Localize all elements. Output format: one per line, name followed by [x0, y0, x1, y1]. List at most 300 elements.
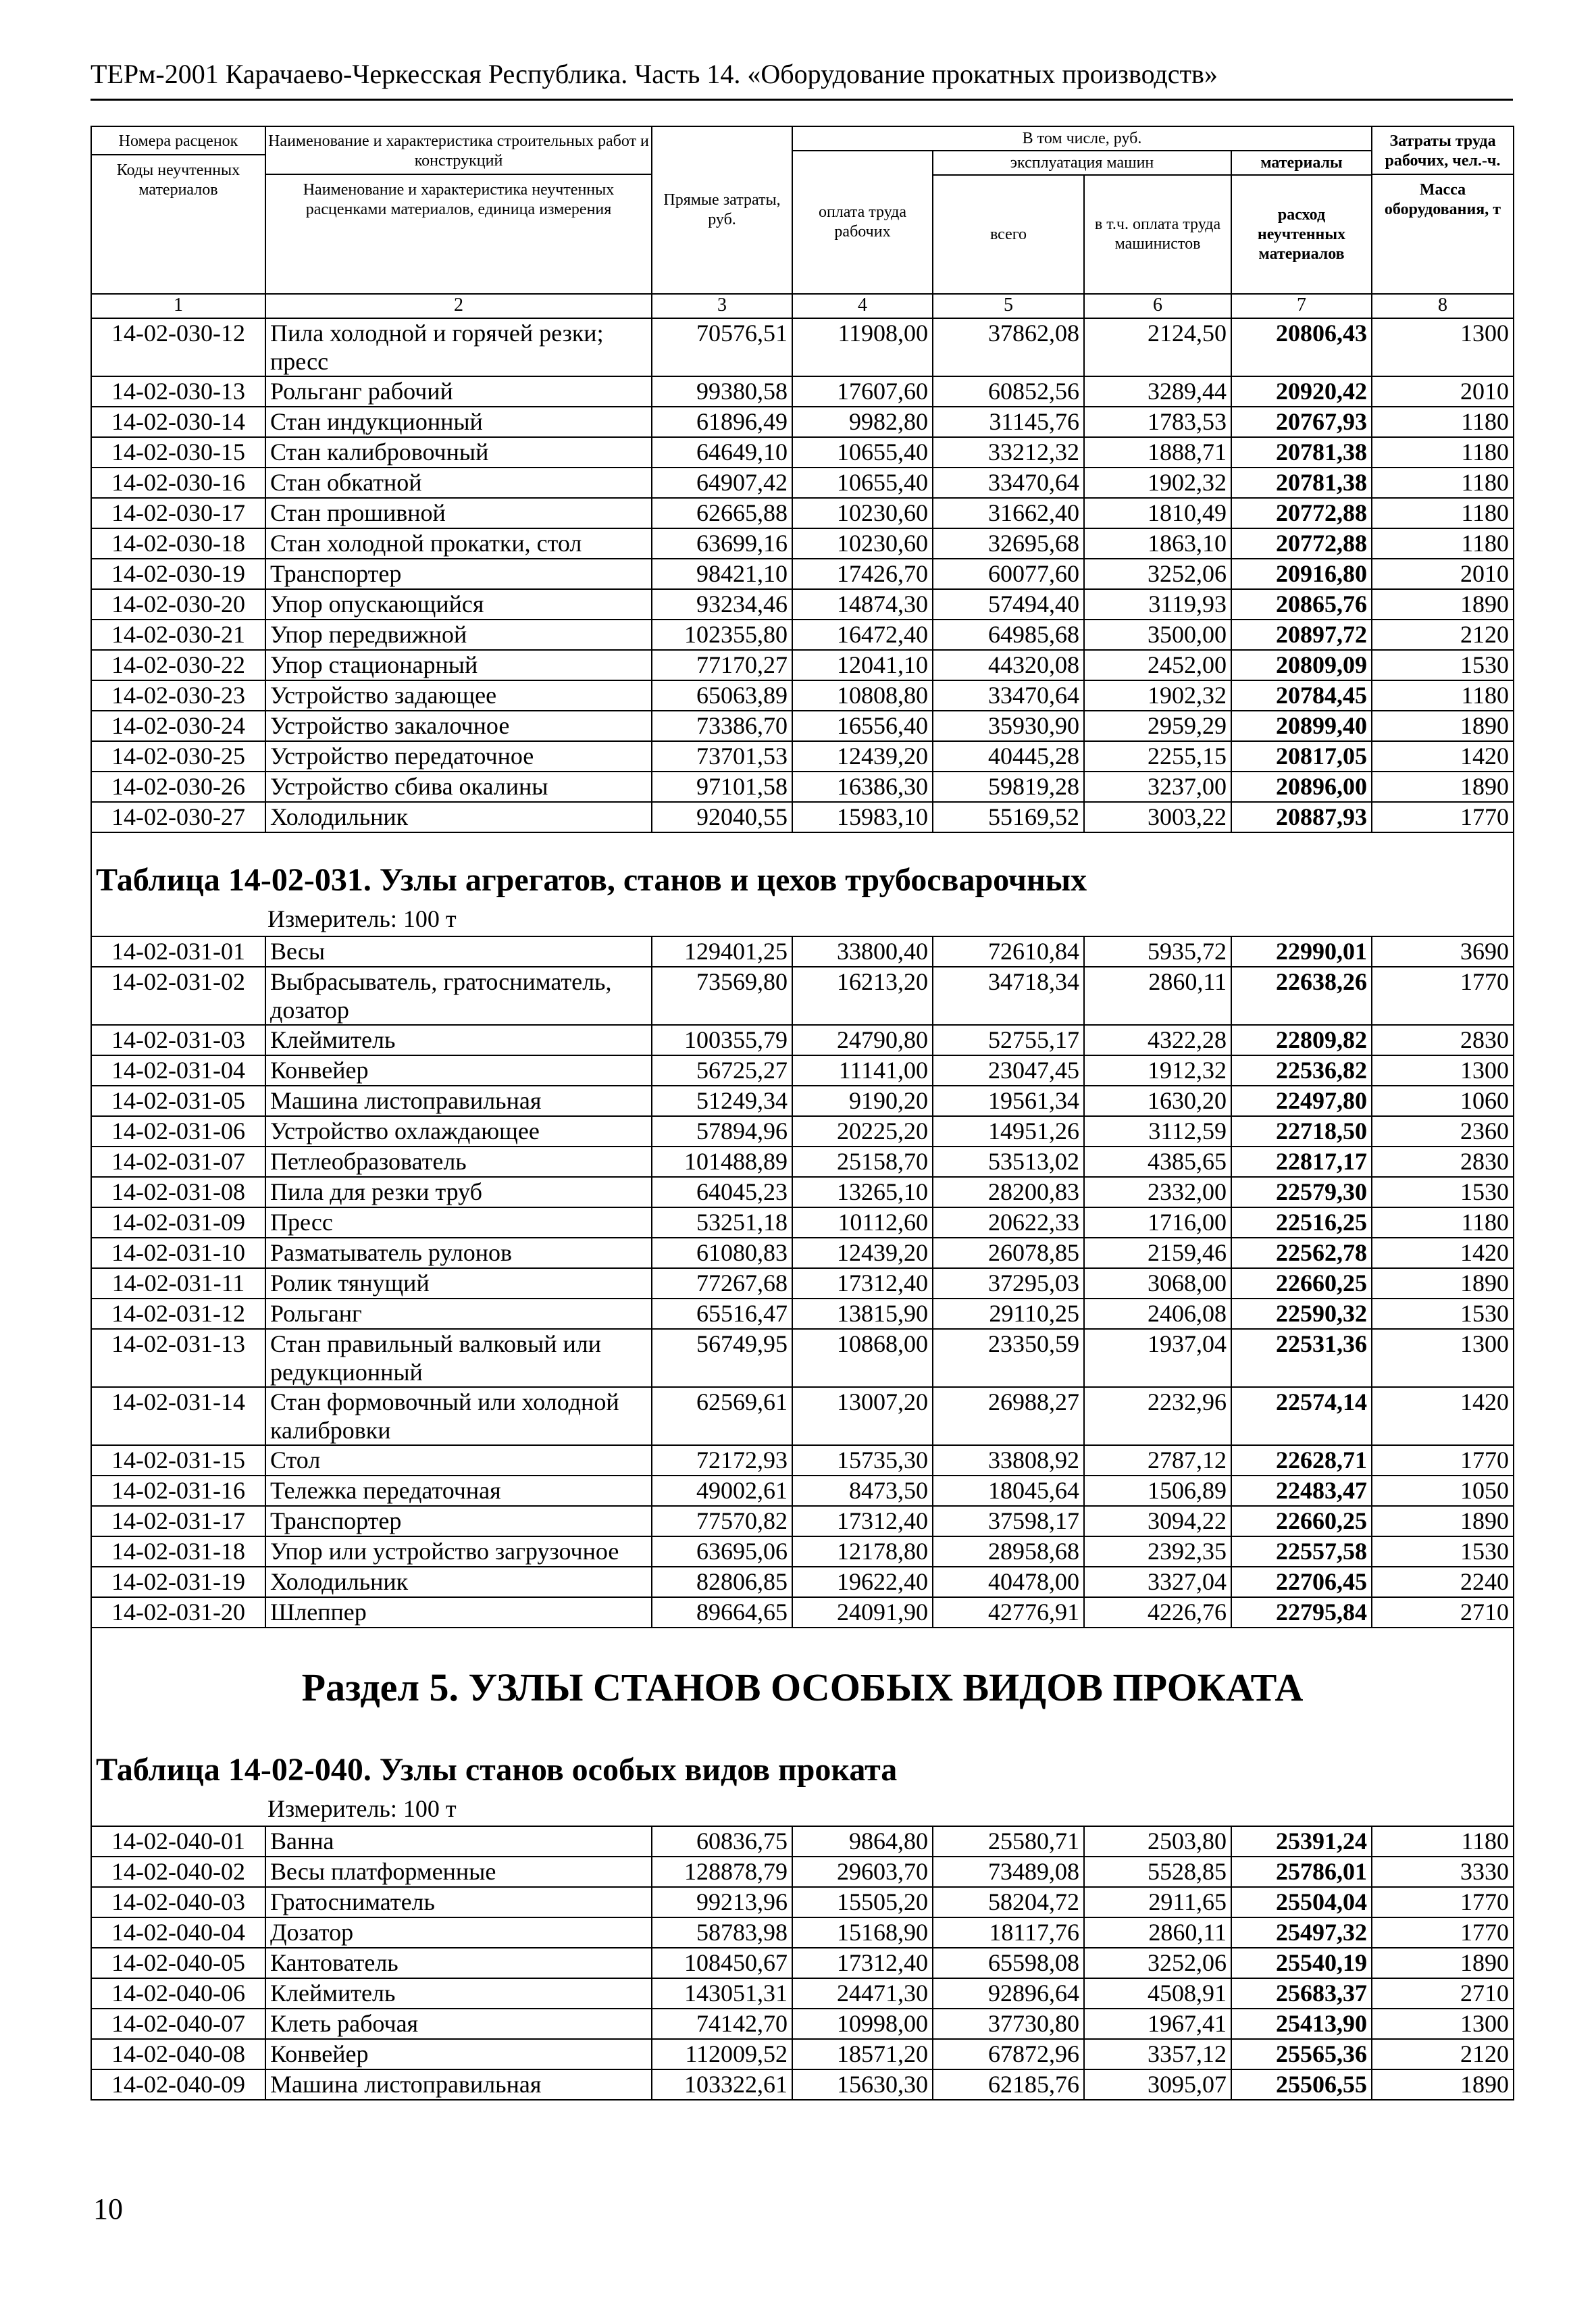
- cell-labor: 12178,80: [792, 1536, 933, 1567]
- cell-machines: 23047,45: [933, 1055, 1084, 1086]
- cell-code: 14-02-040-07: [91, 2009, 265, 2039]
- cell-operators: 2124,50: [1084, 318, 1231, 376]
- cell-name: Устройство передаточное: [265, 741, 652, 772]
- cell-labor: 15505,20: [792, 1887, 933, 1917]
- table-spacer-row: [91, 832, 1514, 857]
- cell-mass: 1300: [1372, 1055, 1514, 1086]
- cell-code: 14-02-031-12: [91, 1299, 265, 1329]
- cell-machines: 64985,68: [933, 620, 1084, 650]
- table-row: [91, 1207, 1514, 1238]
- cell-mass: 1180: [1372, 468, 1514, 498]
- cell-operators: 2232,96: [1084, 1387, 1231, 1445]
- cell-materials: 22628,71: [1231, 1445, 1372, 1476]
- cell-materials: 20772,88: [1231, 498, 1372, 528]
- cell-labor: 16472,40: [792, 620, 933, 650]
- cell-labor: 16213,20: [792, 967, 933, 1025]
- cell-direct: 72172,93: [652, 1445, 792, 1476]
- cell-labor: 25158,70: [792, 1147, 933, 1177]
- cell-operators: 3252,06: [1084, 1948, 1231, 1978]
- cell-labor: 15983,10: [792, 802, 933, 832]
- table-row: [91, 1978, 1514, 2009]
- table-row: [91, 1268, 1514, 1299]
- cell-mass: 1180: [1372, 1207, 1514, 1238]
- cell-materials: 20772,88: [1231, 528, 1372, 559]
- table-row: [91, 318, 1514, 376]
- cell-name: Дозатор: [265, 1917, 652, 1948]
- cell-code: 14-02-030-27: [91, 802, 265, 832]
- cell-direct: 77570,82: [652, 1506, 792, 1536]
- cell-materials: 20806,43: [1231, 318, 1372, 376]
- table-031-title: Таблица 14-02-031. Узлы агрегатов, станов и цехов трубосварочных: [91, 857, 1514, 905]
- cell-machines: 37598,17: [933, 1506, 1084, 1536]
- cell-direct: 101488,89: [652, 1147, 792, 1177]
- cell-machines: 33212,32: [933, 437, 1084, 468]
- cell-name: Выбрасыватель, гратосниматель, дозатор: [265, 967, 652, 1025]
- cell-operators: 1863,10: [1084, 528, 1231, 559]
- cell-labor: 18571,20: [792, 2039, 933, 2069]
- table-040-title-row: [91, 1747, 1514, 1794]
- cell-operators: 1902,32: [1084, 680, 1231, 711]
- cell-machines: 31145,76: [933, 407, 1084, 437]
- table-row: [91, 1086, 1514, 1116]
- cell-code: 14-02-031-16: [91, 1476, 265, 1506]
- cell-mass: 2710: [1372, 1597, 1514, 1628]
- table-row: [91, 1445, 1514, 1476]
- cell-direct: 51249,34: [652, 1086, 792, 1116]
- table-row: [91, 1299, 1514, 1329]
- cell-name: Клеймитель: [265, 1025, 652, 1055]
- cell-code: 14-02-040-04: [91, 1917, 265, 1948]
- cell-materials: 20865,76: [1231, 589, 1372, 620]
- cell-name: Клеть рабочая: [265, 2009, 652, 2039]
- column-number: 8: [1372, 294, 1514, 318]
- cell-mass: 1050: [1372, 1476, 1514, 1506]
- table-row: [91, 1826, 1514, 1857]
- cell-materials: 20896,00: [1231, 772, 1372, 802]
- cell-name: Клеймитель: [265, 1978, 652, 2009]
- cell-code: 14-02-031-14: [91, 1387, 265, 1445]
- cell-labor: 10868,00: [792, 1329, 933, 1387]
- cell-name: Пресс: [265, 1207, 652, 1238]
- cell-operators: 1937,04: [1084, 1329, 1231, 1387]
- cell-direct: 63699,16: [652, 528, 792, 559]
- cell-mass: 2120: [1372, 2039, 1514, 2069]
- cell-labor: 15630,30: [792, 2069, 933, 2100]
- table-031-measure-row: [91, 905, 1514, 936]
- cell-machines: 73489,08: [933, 1857, 1084, 1887]
- cell-direct: 65063,89: [652, 680, 792, 711]
- table-row: [91, 2009, 1514, 2039]
- table-row: [91, 1506, 1514, 1536]
- cell-labor: 10230,60: [792, 498, 933, 528]
- table-row: [91, 936, 1514, 967]
- cell-materials: 25497,32: [1231, 1917, 1372, 1948]
- cell-operators: 1716,00: [1084, 1207, 1231, 1238]
- cell-name: Тележка передаточная: [265, 1476, 652, 1506]
- cell-labor: 13007,20: [792, 1387, 933, 1445]
- cell-name: Гратосниматель: [265, 1887, 652, 1917]
- cell-labor: 10808,80: [792, 680, 933, 711]
- table-031-measure: Измеритель: 100 т: [91, 905, 1514, 936]
- cell-labor: 12439,20: [792, 741, 933, 772]
- cell-materials: 22557,58: [1231, 1536, 1372, 1567]
- cell-name: Конвейер: [265, 2039, 652, 2069]
- cell-name: Пила для резки труб: [265, 1177, 652, 1207]
- cell-materials: 25413,90: [1231, 2009, 1372, 2039]
- cell-operators: 4226,76: [1084, 1597, 1231, 1628]
- table-row: [91, 376, 1514, 407]
- cell-code: 14-02-040-08: [91, 2039, 265, 2069]
- cell-direct: 82806,85: [652, 1567, 792, 1597]
- cell-machines: 25580,71: [933, 1826, 1084, 1857]
- cell-materials: 22660,25: [1231, 1506, 1372, 1536]
- table-row: [91, 1948, 1514, 1978]
- table-row: [91, 1887, 1514, 1917]
- cell-materials: 22817,17: [1231, 1147, 1372, 1177]
- cell-direct: 57894,96: [652, 1116, 792, 1147]
- cell-machines: 34718,34: [933, 967, 1084, 1025]
- cell-labor: 16556,40: [792, 711, 933, 741]
- table-row: [91, 1147, 1514, 1177]
- cell-labor: 24091,90: [792, 1597, 933, 1628]
- cell-code: 14-02-031-13: [91, 1329, 265, 1387]
- cell-mass: 2830: [1372, 1147, 1514, 1177]
- cell-direct: 64045,23: [652, 1177, 792, 1207]
- cell-code: 14-02-030-24: [91, 711, 265, 741]
- cell-direct: 73569,80: [652, 967, 792, 1025]
- cell-mass: 1890: [1372, 711, 1514, 741]
- cell-machines: 23350,59: [933, 1329, 1084, 1387]
- cell-machines: 72610,84: [933, 936, 1084, 967]
- cell-labor: 9864,80: [792, 1826, 933, 1857]
- cell-code: 14-02-030-18: [91, 528, 265, 559]
- cell-materials: 20781,38: [1231, 468, 1372, 498]
- cell-materials: 25506,55: [1231, 2069, 1372, 2100]
- cell-labor: 11141,00: [792, 1055, 933, 1086]
- cell-code: 14-02-031-05: [91, 1086, 265, 1116]
- section-title: Раздел 5. УЗЛЫ СТАНОВ ОСОБЫХ ВИДОВ ПРОКАТА: [91, 1628, 1514, 1747]
- cell-mass: 1180: [1372, 437, 1514, 468]
- cell-labor: 17312,40: [792, 1948, 933, 1978]
- cell-name: Стан прошивной: [265, 498, 652, 528]
- cell-direct: 77267,68: [652, 1268, 792, 1299]
- cell-operators: 1888,71: [1084, 437, 1231, 468]
- cell-direct: 100355,79: [652, 1025, 792, 1055]
- column-number: 6: [1084, 294, 1231, 318]
- cell-materials: 22516,25: [1231, 1207, 1372, 1238]
- cell-machines: 42776,91: [933, 1597, 1084, 1628]
- header-col-3: Прямые затраты, руб.: [652, 126, 792, 294]
- cell-name: Транспортер: [265, 1506, 652, 1536]
- table-row: [91, 1177, 1514, 1207]
- cell-name: Стан калибровочный: [265, 437, 652, 468]
- table-row: [91, 967, 1514, 1025]
- cell-labor: 13815,90: [792, 1299, 933, 1329]
- table-row: [91, 1238, 1514, 1268]
- cell-machines: 37295,03: [933, 1268, 1084, 1299]
- cell-name: Холодильник: [265, 802, 652, 832]
- table-row: [91, 589, 1514, 620]
- cell-direct: 49002,61: [652, 1476, 792, 1506]
- cell-mass: 3330: [1372, 1857, 1514, 1887]
- cell-labor: 10655,40: [792, 468, 933, 498]
- cell-code: 14-02-031-19: [91, 1567, 265, 1597]
- cell-operators: 5528,85: [1084, 1857, 1231, 1887]
- cell-mass: 2240: [1372, 1567, 1514, 1597]
- table-row: [91, 620, 1514, 650]
- cell-materials: 22590,32: [1231, 1299, 1372, 1329]
- cell-direct: 56749,95: [652, 1329, 792, 1387]
- cell-mass: 1770: [1372, 802, 1514, 832]
- cell-machines: 26078,85: [933, 1238, 1084, 1268]
- cell-operators: 1967,41: [1084, 2009, 1231, 2039]
- column-number-row: [91, 294, 1514, 318]
- cell-name: Кантователь: [265, 1948, 652, 1978]
- cell-operators: 2959,29: [1084, 711, 1231, 741]
- cell-mass: 1530: [1372, 650, 1514, 680]
- cell-name: Пила холодной и горячей резки; пресс: [265, 318, 652, 376]
- table-row: [91, 498, 1514, 528]
- section-title-row: [91, 1628, 1514, 1747]
- cell-name: Стан индукционный: [265, 407, 652, 437]
- cell-labor: 24471,30: [792, 1978, 933, 2009]
- cell-machines: 40478,00: [933, 1567, 1084, 1597]
- cell-direct: 99380,58: [652, 376, 792, 407]
- cell-name: Упор опускающийся: [265, 589, 652, 620]
- cell-direct: 64649,10: [652, 437, 792, 468]
- cell-name: Устройство сбива окалины: [265, 772, 652, 802]
- cell-labor: 17607,60: [792, 376, 933, 407]
- cell-machines: 62185,76: [933, 2069, 1084, 2100]
- cell-code: 14-02-040-01: [91, 1826, 265, 1857]
- cell-code: 14-02-031-03: [91, 1025, 265, 1055]
- cell-machines: 60852,56: [933, 376, 1084, 407]
- header-col-1-bottom: Коды неучтенных материалов: [116, 161, 240, 199]
- cell-code: 14-02-040-09: [91, 2069, 265, 2100]
- column-number: 2: [265, 294, 652, 318]
- cell-direct: 128878,79: [652, 1857, 792, 1887]
- cell-operators: 3289,44: [1084, 376, 1231, 407]
- cell-materials: 25565,36: [1231, 2039, 1372, 2069]
- cell-name: Шлеппер: [265, 1597, 652, 1628]
- cell-mass: 1890: [1372, 589, 1514, 620]
- cell-labor: 33800,40: [792, 936, 933, 967]
- cell-labor: 29603,70: [792, 1857, 933, 1887]
- cell-operators: 2860,11: [1084, 1917, 1231, 1948]
- cell-machines: 37862,08: [933, 318, 1084, 376]
- cell-materials: 22536,82: [1231, 1055, 1372, 1086]
- table-row: [91, 1387, 1514, 1445]
- rates-table: [91, 126, 1514, 2101]
- cell-mass: 1770: [1372, 1887, 1514, 1917]
- cell-code: 14-02-040-03: [91, 1887, 265, 1917]
- cell-labor: 20225,20: [792, 1116, 933, 1147]
- cell-operators: 3327,04: [1084, 1567, 1231, 1597]
- cell-machines: 33470,64: [933, 680, 1084, 711]
- cell-code: 14-02-031-20: [91, 1597, 265, 1628]
- cell-name: Рольганг рабочий: [265, 376, 652, 407]
- cell-mass: 2360: [1372, 1116, 1514, 1147]
- table-040-measure: Измеритель: 100 т: [91, 1794, 1514, 1826]
- cell-machines: 37730,80: [933, 2009, 1084, 2039]
- table-row: [91, 741, 1514, 772]
- table-row: [91, 528, 1514, 559]
- cell-mass: 2010: [1372, 559, 1514, 589]
- table-spacer: [91, 832, 1514, 857]
- header-col-5: всего: [933, 175, 1084, 294]
- cell-machines: 28958,68: [933, 1536, 1084, 1567]
- cell-direct: 73701,53: [652, 741, 792, 772]
- header-col-8: [1372, 126, 1514, 294]
- cell-labor: 10230,60: [792, 528, 933, 559]
- cell-direct: 63695,06: [652, 1536, 792, 1567]
- cell-operators: 1912,32: [1084, 1055, 1231, 1086]
- cell-direct: 92040,55: [652, 802, 792, 832]
- cell-machines: 26988,27: [933, 1387, 1084, 1445]
- cell-code: 14-02-030-16: [91, 468, 265, 498]
- cell-mass: 1890: [1372, 772, 1514, 802]
- cell-code: 14-02-031-17: [91, 1506, 265, 1536]
- cell-name: Упор или устройство загрузочное: [265, 1536, 652, 1567]
- header-col-8-top: Затраты труда рабочих, чел.-ч.: [1372, 129, 1513, 175]
- cell-code: 14-02-031-09: [91, 1207, 265, 1238]
- table-row: [91, 1857, 1514, 1887]
- cell-name: Петлеобразователь: [265, 1147, 652, 1177]
- cell-operators: 4385,65: [1084, 1147, 1231, 1177]
- table-row: [91, 1917, 1514, 1948]
- cell-materials: 20784,45: [1231, 680, 1372, 711]
- cell-machines: 19561,34: [933, 1086, 1084, 1116]
- table-row: [91, 559, 1514, 589]
- cell-materials: 22990,01: [1231, 936, 1372, 967]
- cell-mass: 1300: [1372, 318, 1514, 376]
- cell-mass: 1180: [1372, 680, 1514, 711]
- table-header-row-1: [91, 126, 1514, 151]
- cell-mass: 1530: [1372, 1177, 1514, 1207]
- cell-operators: 2255,15: [1084, 741, 1231, 772]
- cell-materials: 22795,84: [1231, 1597, 1372, 1628]
- cell-direct: 70576,51: [652, 318, 792, 376]
- cell-direct: 61080,83: [652, 1238, 792, 1268]
- header-subgroup-materials: материалы: [1231, 151, 1372, 175]
- cell-mass: 1420: [1372, 1238, 1514, 1268]
- table-040-measure-row: [91, 1794, 1514, 1826]
- cell-code: 14-02-031-10: [91, 1238, 265, 1268]
- cell-materials: 22579,30: [1231, 1177, 1372, 1207]
- cell-mass: 2120: [1372, 620, 1514, 650]
- cell-labor: 10655,40: [792, 437, 933, 468]
- cell-operators: 3068,00: [1084, 1268, 1231, 1299]
- cell-name: Стан формовочный или холодной калибровки: [265, 1387, 652, 1445]
- cell-name: Устройство задающее: [265, 680, 652, 711]
- header-rule: [91, 99, 1513, 101]
- cell-code: 14-02-030-22: [91, 650, 265, 680]
- cell-materials: 22531,36: [1231, 1329, 1372, 1387]
- cell-operators: 2860,11: [1084, 967, 1231, 1025]
- cell-materials: 22706,45: [1231, 1567, 1372, 1597]
- cell-machines: 33808,92: [933, 1445, 1084, 1476]
- cell-name: Ролик тянущий: [265, 1268, 652, 1299]
- cell-labor: 13265,10: [792, 1177, 933, 1207]
- cell-name: Транспортер: [265, 559, 652, 589]
- cell-labor: 16386,30: [792, 772, 933, 802]
- cell-labor: 9982,80: [792, 407, 933, 437]
- cell-machines: 14951,26: [933, 1116, 1084, 1147]
- cell-machines: 67872,96: [933, 2039, 1084, 2069]
- cell-mass: 1420: [1372, 1387, 1514, 1445]
- cell-mass: 1180: [1372, 528, 1514, 559]
- header-subgroup-machines: эксплуатация машин: [933, 151, 1231, 175]
- cell-mass: 2710: [1372, 1978, 1514, 2009]
- cell-materials: 20809,09: [1231, 650, 1372, 680]
- cell-mass: 1180: [1372, 498, 1514, 528]
- cell-operators: 1902,32: [1084, 468, 1231, 498]
- cell-labor: 11908,00: [792, 318, 933, 376]
- cell-labor: 10112,60: [792, 1207, 933, 1238]
- header-col-4: оплата труда рабочих: [792, 151, 933, 294]
- cell-machines: 31662,40: [933, 498, 1084, 528]
- cell-operators: 3357,12: [1084, 2039, 1231, 2069]
- cell-operators: 3095,07: [1084, 2069, 1231, 2100]
- cell-direct: 98421,10: [652, 559, 792, 589]
- cell-materials: 22660,25: [1231, 1268, 1372, 1299]
- page-header: ТЕРм-2001 Карачаево-Черкесская Республика. Часть 14. «Оборудование прокатных производств»: [91, 59, 1218, 89]
- cell-operators: 2332,00: [1084, 1177, 1231, 1207]
- cell-machines: 20622,33: [933, 1207, 1084, 1238]
- cell-code: 14-02-030-25: [91, 741, 265, 772]
- cell-materials: 25391,24: [1231, 1826, 1372, 1857]
- cell-labor: 12439,20: [792, 1238, 933, 1268]
- cell-direct: 53251,18: [652, 1207, 792, 1238]
- cell-operators: 4508,91: [1084, 1978, 1231, 2009]
- cell-operators: 2159,46: [1084, 1238, 1231, 1268]
- cell-operators: 3094,22: [1084, 1506, 1231, 1536]
- cell-mass: 1890: [1372, 1948, 1514, 1978]
- table-row: [91, 1536, 1514, 1567]
- column-number: 4: [792, 294, 933, 318]
- cell-name: Стан холодной прокатки, стол: [265, 528, 652, 559]
- table-row: [91, 437, 1514, 468]
- cell-direct: 89664,65: [652, 1597, 792, 1628]
- cell-mass: 2010: [1372, 376, 1514, 407]
- cell-materials: 25540,19: [1231, 1948, 1372, 1978]
- cell-mass: 1890: [1372, 1268, 1514, 1299]
- column-number: 1: [91, 294, 265, 318]
- table-row: [91, 2039, 1514, 2069]
- header-col-1: [91, 126, 265, 294]
- cell-name: Устройство закалочное: [265, 711, 652, 741]
- cell-code: 14-02-040-02: [91, 1857, 265, 1887]
- cell-code: 14-02-031-06: [91, 1116, 265, 1147]
- cell-machines: 55169,52: [933, 802, 1084, 832]
- cell-machines: 65598,08: [933, 1948, 1084, 1978]
- cell-code: 14-02-031-08: [91, 1177, 265, 1207]
- cell-code: 14-02-030-17: [91, 498, 265, 528]
- cell-machines: 29110,25: [933, 1299, 1084, 1329]
- cell-mass: 1060: [1372, 1086, 1514, 1116]
- cell-code: 14-02-031-01: [91, 936, 265, 967]
- cell-operators: 3237,00: [1084, 772, 1231, 802]
- cell-operators: 3252,06: [1084, 559, 1231, 589]
- cell-mass: 1530: [1372, 1536, 1514, 1567]
- cell-direct: 129401,25: [652, 936, 792, 967]
- cell-operators: 2787,12: [1084, 1445, 1231, 1476]
- cell-mass: 2830: [1372, 1025, 1514, 1055]
- cell-direct: 65516,47: [652, 1299, 792, 1329]
- cell-name: Упор передвижной: [265, 620, 652, 650]
- table-row: [91, 1055, 1514, 1086]
- cell-materials: 22483,47: [1231, 1476, 1372, 1506]
